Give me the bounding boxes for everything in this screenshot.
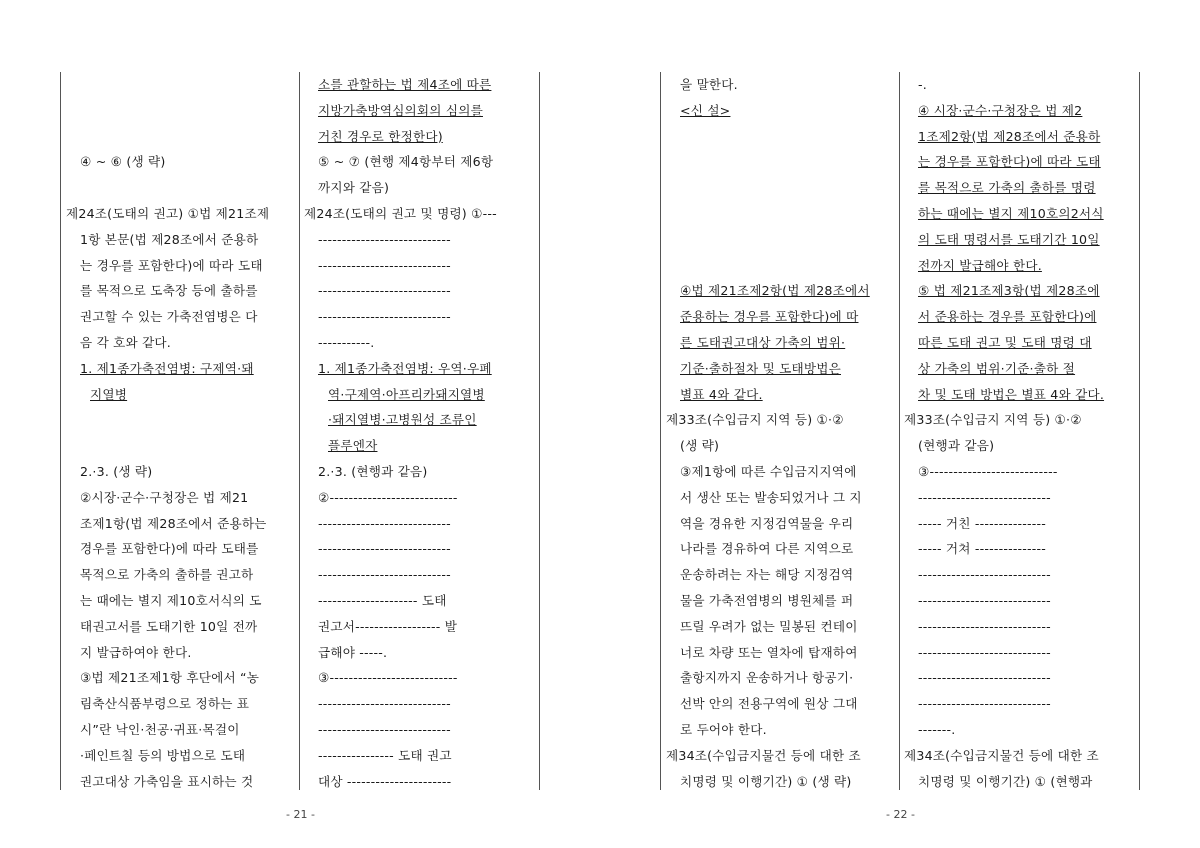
text-line: 를 목적으로 도축장 등에 출하를 xyxy=(80,283,258,299)
text-line: 제34조(수입금지물건 등에 대한 조 xyxy=(666,747,861,763)
text-line: ③--------------------------- xyxy=(918,463,1058,479)
column-border xyxy=(899,72,900,790)
text-line: ④ 시장·군수·구청장은 법 제2 xyxy=(918,102,1083,118)
text-line: 까지와 같음) xyxy=(318,180,390,196)
text-line: 대상 ---------------------- xyxy=(318,773,452,789)
text-line: ---------------------------- xyxy=(318,567,451,583)
text-line: 따른 도태 권고 및 도태 명령 대 xyxy=(918,334,1092,350)
text-line: 권고할 수 있는 가축전염병은 다 xyxy=(80,309,258,325)
text-line xyxy=(666,149,896,175)
text-line: 준용하는 경우를 포함한다)에 따 xyxy=(680,309,859,325)
text-line: ③법 제21조제1항 후단에서 “농 xyxy=(80,670,260,686)
page21-right-column xyxy=(304,72,536,790)
text-line xyxy=(666,253,896,279)
text-line: ---------------------------- xyxy=(918,670,1051,686)
text-line: 는 경우를 포함한다)에 따라 도태 xyxy=(80,257,263,273)
column-border xyxy=(60,72,61,790)
text-line: 상 가축의 범위·기준·출하 절 xyxy=(918,360,1076,376)
text-line: 1. 제1종가축전염병: 구제역·돼 xyxy=(80,360,254,376)
text-line: 1조제2항(법 제28조에서 준용하 xyxy=(918,128,1101,144)
text-line: 제24조(도태의 권고 및 명령) ①--- xyxy=(304,205,497,221)
text-line: ---------------------------- xyxy=(318,231,451,247)
text-line: ----- 거쳐 --------------- xyxy=(918,541,1047,557)
text-line: ---------------------------- xyxy=(318,515,451,531)
text-line: 를 목적으로 가축의 출하를 명령 xyxy=(918,180,1096,196)
text-line: ---------------------------- xyxy=(318,541,451,557)
text-line: 제33조(수입금지 지역 등) ①·② xyxy=(904,412,1082,428)
text-line xyxy=(666,227,896,253)
text-line: 경우를 포함한다)에 따라 도태를 xyxy=(80,541,259,557)
text-line: 조제1항(법 제28조에서 준용하는 xyxy=(80,515,267,531)
text-line: 출항지까지 운송하거나 항공기· xyxy=(680,670,854,686)
text-line: 권고대상 가축임을 표시하는 것 xyxy=(80,773,254,789)
text-line: 는 때에는 별지 제10호서식의 도 xyxy=(80,592,262,608)
text-line: 물을 가축전염병의 병원체를 퍼 xyxy=(680,592,854,608)
text-line: 역·구제역·아프리카돼지열병 xyxy=(328,386,485,402)
text-line: 역을 경유한 지정검역물을 우리 xyxy=(680,515,854,531)
text-line: 는 경우를 포함한다)에 따라 도태 xyxy=(918,154,1101,170)
text-line xyxy=(666,124,896,150)
text-line: 지 발급하여야 한다. xyxy=(80,644,192,660)
text-line xyxy=(66,124,296,150)
page21-left-column xyxy=(66,72,296,790)
text-line: -----------. xyxy=(318,334,375,350)
text-line: ---------------------------- xyxy=(918,618,1051,634)
page-number: - 21 - xyxy=(286,808,315,821)
text-line: ·페인트칠 등의 방법으로 도태 xyxy=(80,747,246,763)
text-line: 을 말한다. xyxy=(680,77,738,92)
text-line: (현행과 같음) xyxy=(918,438,995,454)
text-line: 소를 관할하는 법 제4조에 따른 xyxy=(318,77,492,92)
text-line: 제24조(도태의 권고) ①법 제21조제 xyxy=(66,205,270,221)
column-border xyxy=(299,72,300,790)
text-line: 차 및 도태 방법은 별표 4와 같다. xyxy=(918,386,1105,402)
text-line: ---------------------------- xyxy=(318,309,451,325)
text-line xyxy=(66,175,296,201)
text-line: ④ ~ ⑥ (생 략) xyxy=(80,154,166,170)
text-line: 지열병 xyxy=(90,386,128,402)
text-line: 뜨릴 우려가 없는 밀봉된 컨테이 xyxy=(680,618,858,634)
text-line: 전까지 발급해야 한다. xyxy=(918,257,1042,273)
text-line: ⑤ ~ ⑦ (현행 제4항부터 제6항 xyxy=(318,154,494,170)
text-line xyxy=(666,201,896,227)
text-line: 시”란 낙인·천공·귀표·목걸이 xyxy=(80,721,240,737)
page22-left-column xyxy=(666,72,896,790)
text-line: ④법 제21조제2항(법 제28조에서 xyxy=(680,283,870,299)
text-line xyxy=(66,72,296,98)
text-line: 의 도태 명령서를 도태기간 10일 xyxy=(918,231,1100,247)
text-line: 음 각 호와 같다. xyxy=(80,334,172,350)
text-line xyxy=(66,433,296,459)
text-line: 제33조(수입금지 지역 등) ①·② xyxy=(666,412,844,428)
text-line: ---------------------------- xyxy=(318,721,451,737)
text-line: 기준·출하절차 및 도태방법은 xyxy=(680,360,841,376)
text-line: 서 준용하는 경우를 포함한다)에 xyxy=(918,309,1097,325)
text-line: ---------------------------- xyxy=(918,696,1051,712)
text-line: 1항 본문(법 제28조에서 준용하 xyxy=(80,231,259,247)
text-line: 급해야 -----. xyxy=(318,644,388,660)
text-line: 서 생산 또는 발송되었거나 그 지 xyxy=(680,489,862,505)
text-line: 거친 경우로 한정한다) xyxy=(318,128,443,144)
text-line: (생 략) xyxy=(680,438,720,454)
text-line: ---------------------------- xyxy=(918,489,1051,505)
text-line: 태권고서를 도태기한 10일 전까 xyxy=(80,618,258,634)
text-line: ·돼지열병·고병원성 조류인 xyxy=(328,412,477,428)
text-line: ----- 거친 --------------- xyxy=(918,515,1047,531)
text-line: 른 도태권고대상 가축의 범위· xyxy=(680,334,846,350)
text-line: <신 설> xyxy=(680,102,731,118)
text-line: 1. 제1종가축전염병: 우역·우폐 xyxy=(318,360,492,376)
text-line xyxy=(66,407,296,433)
text-line: --------------------- 도태 xyxy=(318,592,447,608)
text-line xyxy=(666,175,896,201)
text-line: ---------------------------- xyxy=(318,696,451,712)
column-border xyxy=(539,72,540,790)
text-line: 림축산식품부령으로 정하는 표 xyxy=(80,696,250,712)
page22-right-column xyxy=(904,72,1136,790)
text-line: -------. xyxy=(918,721,956,737)
text-line: -. xyxy=(918,77,927,92)
text-line: 나라를 경유하여 다른 지역으로 xyxy=(680,541,854,557)
text-line: 2.·3. (생 략) xyxy=(80,463,153,479)
text-line: 지방가축방역심의회의 심의를 xyxy=(318,102,483,118)
text-line: 별표 4와 같다. xyxy=(680,386,763,402)
text-line: ---------------------------- xyxy=(918,644,1051,660)
text-line: ---------------------------- xyxy=(318,283,451,299)
page-number: - 22 - xyxy=(886,808,915,821)
text-line: ⑤ 법 제21조제3항(법 제28조에 xyxy=(918,283,1100,299)
text-line: 권고서------------------ 발 xyxy=(318,618,458,634)
text-line: ---------------------------- xyxy=(918,592,1051,608)
text-line: 플루엔자 xyxy=(328,438,378,454)
text-line: 로 두어야 한다. xyxy=(680,721,767,737)
text-line: 치명령 및 이행기간) ① (현행과 xyxy=(918,773,1093,789)
text-line: 하는 때에는 별지 제10호의2서식 xyxy=(918,205,1104,221)
text-line: 제34조(수입금지물건 등에 대한 조 xyxy=(904,747,1099,763)
text-line: ③--------------------------- xyxy=(318,670,458,686)
text-line xyxy=(66,98,296,124)
text-line: ---------------- 도태 권고 xyxy=(318,747,452,763)
text-line: 선박 안의 전용구역에 원상 그대 xyxy=(680,696,858,712)
text-line: 2.·3. (현행과 같음) xyxy=(318,463,428,479)
text-line: ③제1항에 따른 수입금지지역에 xyxy=(680,463,857,479)
text-line: ---------------------------- xyxy=(918,567,1051,583)
text-line: ②시장·군수·구청장은 법 제21 xyxy=(80,489,249,505)
text-line: 치명령 및 이행기간) ① (생 략) xyxy=(680,773,852,789)
column-border xyxy=(1139,72,1140,790)
text-line: 목적으로 가축의 출하를 권고하 xyxy=(80,567,254,583)
text-line: ---------------------------- xyxy=(318,257,451,273)
column-border xyxy=(660,72,661,790)
text-line: ②--------------------------- xyxy=(318,489,458,505)
text-line: 운송하려는 자는 해당 지정검역 xyxy=(680,567,854,583)
text-line: 너로 차량 또는 열차에 탑재하여 xyxy=(680,644,858,660)
